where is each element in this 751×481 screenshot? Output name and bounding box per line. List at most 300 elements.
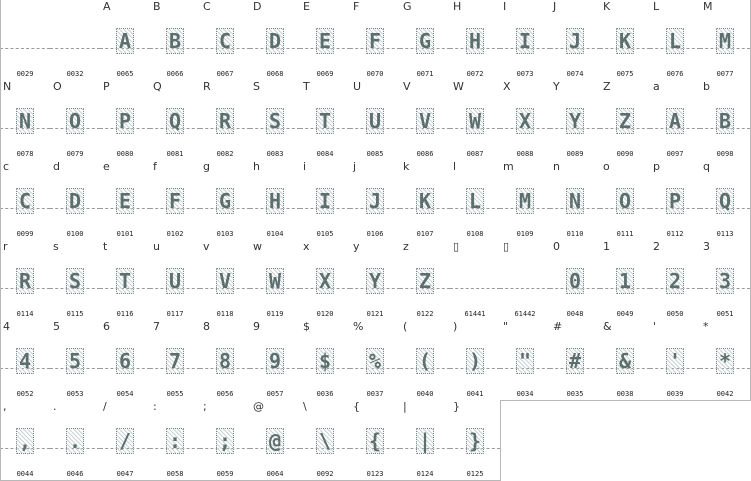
glyph-cell[interactable] (200, 0, 251, 81)
glyph-cell-label: u (153, 240, 160, 253)
glyph-cell[interactable] (350, 400, 401, 481)
glyph-code: 0087 (466, 150, 484, 158)
glyph-preview (700, 268, 750, 292)
glyph-cell-label: r (3, 240, 8, 253)
glyph-cell-label: 4 (3, 320, 10, 333)
glyph-cell[interactable] (0, 320, 51, 401)
glyph-preview (250, 108, 300, 132)
glyph-cell[interactable] (700, 160, 751, 241)
glyph-preview-char: ) (466, 348, 484, 374)
glyph-cell[interactable] (250, 160, 301, 241)
glyph-cell-label: ' (653, 320, 657, 333)
glyph-cell[interactable] (250, 80, 301, 161)
glyph-code: 0037 (366, 390, 384, 398)
glyph-cell[interactable] (350, 320, 401, 401)
glyph-preview (350, 348, 400, 372)
glyph-preview (450, 108, 500, 132)
glyph-preview (200, 28, 250, 52)
glyph-cell[interactable] (150, 240, 201, 321)
glyph-cell[interactable] (650, 160, 701, 241)
glyph-code: 0108 (466, 230, 484, 238)
glyph-preview (300, 28, 350, 52)
glyph-preview-char: { (366, 428, 384, 454)
glyph-preview (50, 348, 100, 372)
glyph-code: 0038 (616, 390, 634, 398)
glyph-cell[interactable] (300, 80, 351, 161)
glyph-code: 0082 (216, 150, 234, 158)
glyph-preview (100, 108, 150, 132)
glyph-code: 0078 (16, 150, 34, 158)
glyph-cell[interactable] (350, 80, 401, 161)
glyph-cell[interactable] (250, 240, 301, 321)
glyph-cell[interactable] (100, 0, 151, 81)
glyph-cell-label: d (53, 160, 60, 173)
glyph-cell[interactable] (100, 160, 151, 241)
glyph-cell-label: N (3, 80, 12, 93)
glyph-cell[interactable] (550, 160, 601, 241)
glyph-cell[interactable] (700, 80, 751, 161)
glyph-cell[interactable] (0, 240, 51, 321)
glyph-cell[interactable] (200, 240, 251, 321)
glyph-code: 0123 (366, 470, 384, 478)
glyph-code: 0048 (566, 310, 584, 318)
glyph-cell[interactable] (500, 320, 551, 401)
glyph-preview-char: S (66, 268, 84, 294)
glyph-cell-label: F (353, 0, 360, 13)
glyph-cell[interactable] (50, 240, 101, 321)
glyph-preview (0, 108, 50, 132)
glyph-cell-label: o (603, 160, 610, 173)
glyph-preview-char: N (16, 108, 34, 134)
glyph-cell[interactable] (200, 80, 251, 161)
glyph-preview (50, 268, 100, 292)
glyph-cell[interactable] (350, 160, 401, 241)
glyph-cell[interactable] (700, 320, 751, 401)
glyph-code: 0115 (66, 310, 84, 318)
glyph-preview-char: 4 (16, 348, 34, 374)
glyph-preview-char: E (316, 28, 334, 54)
glyph-cell-label: q (703, 160, 710, 173)
glyph-preview (650, 268, 700, 292)
glyph-preview-char: | (416, 428, 434, 454)
glyph-code: 0075 (616, 70, 634, 78)
glyph-code: 0112 (666, 230, 684, 238)
glyph-preview (200, 348, 250, 372)
glyph-cell[interactable] (400, 0, 451, 81)
glyph-code: 0104 (266, 230, 284, 238)
glyph-cell[interactable] (450, 240, 501, 321)
glyph-preview (50, 28, 100, 52)
glyph-cell-label: f (153, 160, 157, 173)
glyph-preview-char: H (466, 28, 484, 54)
glyph-cell[interactable] (0, 80, 51, 161)
glyph-cell[interactable] (50, 80, 101, 161)
glyph-code: 0055 (166, 390, 184, 398)
glyph-preview (200, 268, 250, 292)
glyph-cell-label: 2 (653, 240, 660, 253)
glyph-cell[interactable] (400, 80, 451, 161)
glyph-code: 0124 (416, 470, 434, 478)
glyph-code: 0054 (116, 390, 134, 398)
glyph-code: 0059 (216, 470, 234, 478)
glyph-preview-char: O (66, 108, 84, 134)
glyph-preview-char: @ (266, 428, 284, 454)
glyph-preview (150, 108, 200, 132)
glyph-code: 0114 (16, 310, 34, 318)
glyph-preview (250, 268, 300, 292)
glyph-cell[interactable] (200, 400, 251, 481)
glyph-cell[interactable] (400, 400, 451, 481)
glyph-preview-char: 6 (116, 348, 134, 374)
glyph-preview-char: I (316, 188, 334, 214)
glyph-preview (300, 428, 350, 452)
glyph-preview (350, 428, 400, 452)
glyph-preview-char: \ (316, 428, 334, 454)
glyph-cell[interactable] (50, 320, 101, 401)
glyph-preview-char: $ (316, 348, 334, 374)
glyph-cell[interactable] (100, 240, 151, 321)
glyph-cell-label: 6 (103, 320, 110, 333)
glyph-preview-char: X (516, 108, 534, 134)
glyph-preview-char: Y (366, 268, 384, 294)
glyph-cell[interactable] (500, 240, 551, 321)
glyph-cell[interactable] (600, 160, 651, 241)
glyph-preview-char: % (366, 348, 384, 374)
glyph-code: 0090 (616, 150, 634, 158)
glyph-cell[interactable] (450, 80, 501, 161)
glyph-cell[interactable] (300, 160, 351, 241)
glyph-preview-char: X (316, 268, 334, 294)
glyph-preview (100, 428, 150, 452)
glyph-code: 61441 (464, 310, 486, 318)
glyph-cell[interactable] (400, 160, 451, 241)
glyph-preview (0, 348, 50, 372)
glyph-code: 61442 (514, 310, 536, 318)
glyph-cell[interactable] (300, 400, 351, 481)
glyph-preview (500, 28, 550, 52)
glyph-cell[interactable] (650, 320, 701, 401)
glyph-preview (550, 268, 600, 292)
glyph-preview-char: O (616, 188, 634, 214)
glyph-code: 0056 (216, 390, 234, 398)
glyph-code: 0041 (466, 390, 484, 398)
glyph-code: 0088 (516, 150, 534, 158)
glyph-preview-char: W (466, 108, 484, 134)
glyph-code: 0036 (316, 390, 334, 398)
glyph-cell[interactable] (550, 80, 601, 161)
glyph-cell[interactable] (50, 0, 101, 81)
glyph-preview-char: ' (666, 348, 684, 374)
glyph-cell-label: s (53, 240, 59, 253)
glyph-preview (700, 28, 750, 52)
glyph-preview-char: F (366, 28, 384, 54)
glyph-code: 0092 (316, 470, 334, 478)
glyph-code: 0057 (266, 390, 284, 398)
glyph-preview-char: , (16, 428, 34, 454)
glyph-preview (350, 108, 400, 132)
glyph-code: 0085 (366, 150, 384, 158)
glyph-code: 0119 (266, 310, 284, 318)
glyph-code: 0109 (516, 230, 534, 238)
glyph-cell-label: k (403, 160, 410, 173)
glyph-cell-label: D (253, 0, 262, 13)
glyph-cell[interactable] (550, 320, 601, 401)
glyph-cell[interactable] (300, 320, 351, 401)
glyph-preview-char: R (216, 108, 234, 134)
glyph-code: 0080 (116, 150, 134, 158)
glyph-preview-char: " (516, 348, 534, 374)
glyph-cell[interactable] (500, 80, 551, 161)
glyph-cell-label: V (403, 80, 411, 93)
glyph-preview (300, 108, 350, 132)
glyph-preview (50, 108, 100, 132)
glyph-preview-char: L (666, 28, 684, 54)
glyph-cell[interactable] (0, 400, 51, 481)
glyph-preview (100, 348, 150, 372)
glyph-preview (500, 348, 550, 372)
glyph-code: 0125 (466, 470, 484, 478)
glyph-code: 0102 (166, 230, 184, 238)
glyph-cell[interactable] (250, 400, 301, 481)
glyph-preview-char: T (116, 268, 134, 294)
glyph-cell-label: T (303, 80, 310, 93)
glyph-preview (450, 348, 500, 372)
glyph-preview-char: ; (216, 428, 234, 454)
glyph-preview-char: Z (616, 108, 634, 134)
glyph-cell-label: a (653, 80, 660, 93)
glyph-preview (200, 188, 250, 212)
glyph-code: 0083 (266, 150, 284, 158)
glyph-cell[interactable] (300, 240, 351, 321)
glyph-cell[interactable] (400, 240, 451, 321)
glyph-cell-label: 1 (603, 240, 610, 253)
glyph-cell[interactable] (100, 320, 151, 401)
glyph-preview-char: I (516, 28, 534, 54)
glyph-cell-label: J (553, 0, 557, 13)
glyph-cell-label: | (403, 400, 407, 413)
glyph-code: 0105 (316, 230, 334, 238)
glyph-code: 0053 (66, 390, 84, 398)
glyph-cell[interactable] (450, 320, 501, 401)
glyph-preview-char: 3 (716, 268, 734, 294)
glyph-cell[interactable] (700, 0, 751, 81)
glyph-preview (700, 108, 750, 132)
glyph-code: 0073 (516, 70, 534, 78)
glyph-cell-label: n (553, 160, 560, 173)
glyph-cell[interactable] (550, 240, 601, 321)
glyph-preview-char: T (316, 108, 334, 134)
glyph-cell-label: @ (253, 400, 264, 413)
glyph-code: 0074 (566, 70, 584, 78)
glyph-cell[interactable] (0, 160, 51, 241)
glyph-code: 0100 (66, 230, 84, 238)
glyph-cell-label: P (103, 80, 110, 93)
glyph-preview (250, 348, 300, 372)
glyph-cell[interactable] (150, 80, 201, 161)
glyph-preview (500, 188, 550, 212)
glyph-preview (50, 428, 100, 452)
glyph-cell-label: G (403, 0, 412, 13)
glyph-cell[interactable] (250, 320, 301, 401)
glyph-cell-label: y (353, 240, 360, 253)
glyph-preview-char: G (416, 28, 434, 54)
glyph-cell-label: t (103, 240, 108, 253)
glyph-preview (250, 28, 300, 52)
glyph-cell[interactable] (650, 240, 701, 321)
glyph-preview-char: K (616, 28, 634, 54)
glyph-preview-char: 9 (266, 348, 284, 374)
glyph-cell[interactable] (600, 240, 651, 321)
glyph-cell[interactable] (500, 160, 551, 241)
glyph-preview-char: 8 (216, 348, 234, 374)
glyph-preview (250, 188, 300, 212)
glyph-cell[interactable] (100, 400, 151, 481)
glyph-code: 0097 (666, 150, 684, 158)
glyph-preview-char: C (16, 188, 34, 214)
glyph-cell-label: Z (603, 80, 611, 93)
glyph-code: 0098 (716, 150, 734, 158)
glyph-preview-char: F (166, 188, 184, 214)
glyph-preview-char: : (166, 428, 184, 454)
glyph-cell-label: Y (553, 80, 560, 93)
glyph-preview (550, 188, 600, 212)
glyph-preview-char: Q (716, 188, 734, 214)
glyph-cell[interactable] (600, 80, 651, 161)
glyph-preview-char: V (416, 108, 434, 134)
glyph-cell-label: 7 (153, 320, 160, 333)
glyph-code: 0035 (566, 390, 584, 398)
glyph-cell-label: K (603, 0, 611, 13)
glyph-cell[interactable] (250, 0, 301, 81)
glyph-preview (200, 428, 250, 452)
glyph-code: 0065 (116, 70, 134, 78)
glyph-cell-label: C (203, 0, 211, 13)
glyph-cell-label: S (253, 80, 260, 93)
glyph-preview (600, 348, 650, 372)
glyph-preview (650, 348, 700, 372)
glyph-preview-char: S (266, 108, 284, 134)
glyph-cell-label: c (3, 160, 10, 173)
glyph-code: 0066 (166, 70, 184, 78)
glyph-preview (50, 188, 100, 212)
glyph-cell-label: b (703, 80, 710, 93)
glyph-preview-char: J (366, 188, 384, 214)
glyph-cell-label: 3 (703, 240, 710, 253)
glyph-preview (400, 28, 450, 52)
glyph-cell-label: E (303, 0, 310, 13)
glyph-cell[interactable] (300, 0, 351, 81)
glyph-cell[interactable] (600, 0, 651, 81)
glyph-cell-label: A (103, 0, 111, 13)
glyph-preview (550, 28, 600, 52)
glyph-cell[interactable] (450, 160, 501, 241)
glyph-preview-char: D (266, 28, 284, 54)
glyph-cell[interactable] (50, 160, 101, 241)
glyph-code: 0081 (166, 150, 184, 158)
glyph-cell-label: w (253, 240, 262, 253)
glyph-cell-label: # (553, 320, 563, 333)
glyph-cell-label: } (453, 400, 460, 413)
glyph-cell-label: h (253, 160, 260, 173)
glyph-preview-char: B (166, 28, 184, 54)
glyph-preview (0, 28, 50, 52)
glyph-preview-char: G (216, 188, 234, 214)
glyph-preview-char: U (166, 268, 184, 294)
glyph-cell[interactable] (0, 0, 51, 81)
glyph-cell[interactable] (700, 240, 751, 321)
glyph-cell-label: v (203, 240, 210, 253)
glyph-cell[interactable] (650, 0, 701, 81)
glyph-preview (150, 188, 200, 212)
glyph-cell-label: / (103, 400, 107, 413)
glyph-preview (350, 188, 400, 212)
glyph-preview-char: 2 (666, 268, 684, 294)
glyph-preview (150, 348, 200, 372)
glyph-cell[interactable] (400, 320, 451, 401)
glyph-cell[interactable] (450, 400, 501, 481)
glyph-preview-char: C (216, 28, 234, 54)
glyph-preview-char: & (616, 348, 634, 374)
glyph-cell-label: p (653, 160, 660, 173)
glyph-code: 0089 (566, 150, 584, 158)
glyph-preview-char: H (266, 188, 284, 214)
glyph-cell-label: M (703, 0, 713, 13)
glyph-cell-label: $ (303, 320, 310, 333)
glyph-cell[interactable] (550, 0, 601, 81)
glyph-code: 0107 (416, 230, 434, 238)
glyph-cell[interactable] (500, 0, 551, 81)
glyph-cell[interactable] (150, 320, 201, 401)
glyph-cell-label: W (453, 80, 464, 93)
glyph-cell[interactable] (200, 160, 251, 241)
glyph-cell[interactable] (150, 160, 201, 241)
glyph-cell-label: e (103, 160, 110, 173)
glyph-cell-label: 9 (253, 320, 260, 333)
glyph-code: 0069 (316, 70, 334, 78)
glyph-preview-char: * (716, 348, 734, 374)
glyph-cell[interactable] (150, 400, 201, 481)
glyph-code: 0106 (366, 230, 384, 238)
glyph-cell-label: H (453, 0, 462, 13)
glyph-cell[interactable] (450, 0, 501, 81)
glyph-cell[interactable] (200, 320, 251, 401)
glyph-cell[interactable] (100, 80, 151, 161)
glyph-preview (300, 268, 350, 292)
glyph-code: 0040 (416, 390, 434, 398)
glyph-preview (150, 428, 200, 452)
glyph-cell-label: { (353, 400, 360, 413)
glyph-cell[interactable] (350, 0, 401, 81)
glyph-cell-label: x (303, 240, 310, 253)
glyph-code: 0110 (566, 230, 584, 238)
glyph-preview (650, 108, 700, 132)
glyph-cell[interactable] (650, 80, 701, 161)
glyph-cell-label: " (503, 320, 509, 333)
glyph-cell[interactable] (150, 0, 201, 81)
glyph-preview (450, 428, 500, 452)
glyph-preview (100, 28, 150, 52)
glyph-cell-label: . (53, 400, 57, 413)
glyph-cell[interactable] (600, 320, 651, 401)
glyph-preview-char: V (216, 268, 234, 294)
glyph-code: 0099 (16, 230, 34, 238)
glyph-cell[interactable] (350, 240, 401, 321)
glyph-preview (500, 108, 550, 132)
glyph-code: 0079 (66, 150, 84, 158)
glyph-cell[interactable] (50, 400, 101, 481)
glyph-preview-char: N (566, 188, 584, 214)
glyph-code: 0072 (466, 70, 484, 78)
